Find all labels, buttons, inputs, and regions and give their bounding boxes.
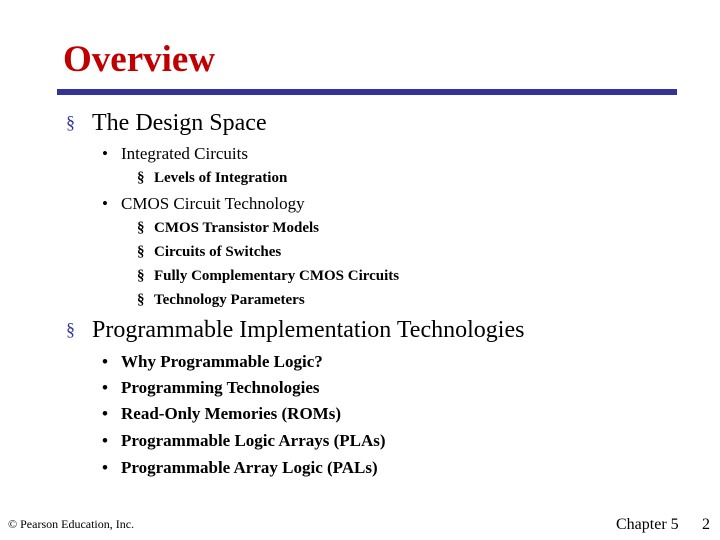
slide-title: Overview [63,39,216,80]
bullet-icon: § [137,244,145,260]
bullet-icon: • [102,458,108,477]
list-item-label: CMOS Circuit Technology [121,194,305,213]
list-subitem-label: Circuits of Switches [154,244,282,260]
bullet-icon: • [102,431,108,450]
bullet-icon: § [137,268,145,284]
list-subitem-label: CMOS Transistor Models [154,220,320,236]
bullet-icon: • [102,404,108,423]
bullet-icon: § [137,292,145,308]
bullet-icon: • [102,144,108,163]
page-number: 2 [702,516,710,533]
bullet-icon: • [102,378,108,397]
title-rule [57,89,677,95]
list-subitem-label: Levels of Integration [154,170,288,186]
bullet-icon: • [102,352,108,371]
list-item-label: Why Programmable Logic? [121,352,323,371]
section-bullet-icon: § [66,319,75,339]
bullet-icon: § [137,220,145,236]
list-subitem-label: Technology Parameters [154,292,305,308]
list-item-label: Programmable Logic Arrays (PLAs) [121,431,386,450]
bullet-icon: • [102,194,108,213]
bullet-icon: § [137,170,145,186]
list-item-label: Integrated Circuits [121,144,248,163]
list-item-label: Programmable Array Logic (PALs) [121,458,378,477]
footer-chapter: Chapter 5 [616,516,679,533]
list-item-label: Programming Technologies [121,378,320,397]
section-bullet-icon: § [66,112,75,132]
list-item-label: Read-Only Memories (ROMs) [121,404,342,423]
section-label: Programmable Implementation Technologies [92,317,525,343]
section-label: The Design Space [92,110,267,136]
list-subitem-label: Fully Complementary CMOS Circuits [154,268,400,284]
footer-copyright: © Pearson Education, Inc. [8,517,135,531]
